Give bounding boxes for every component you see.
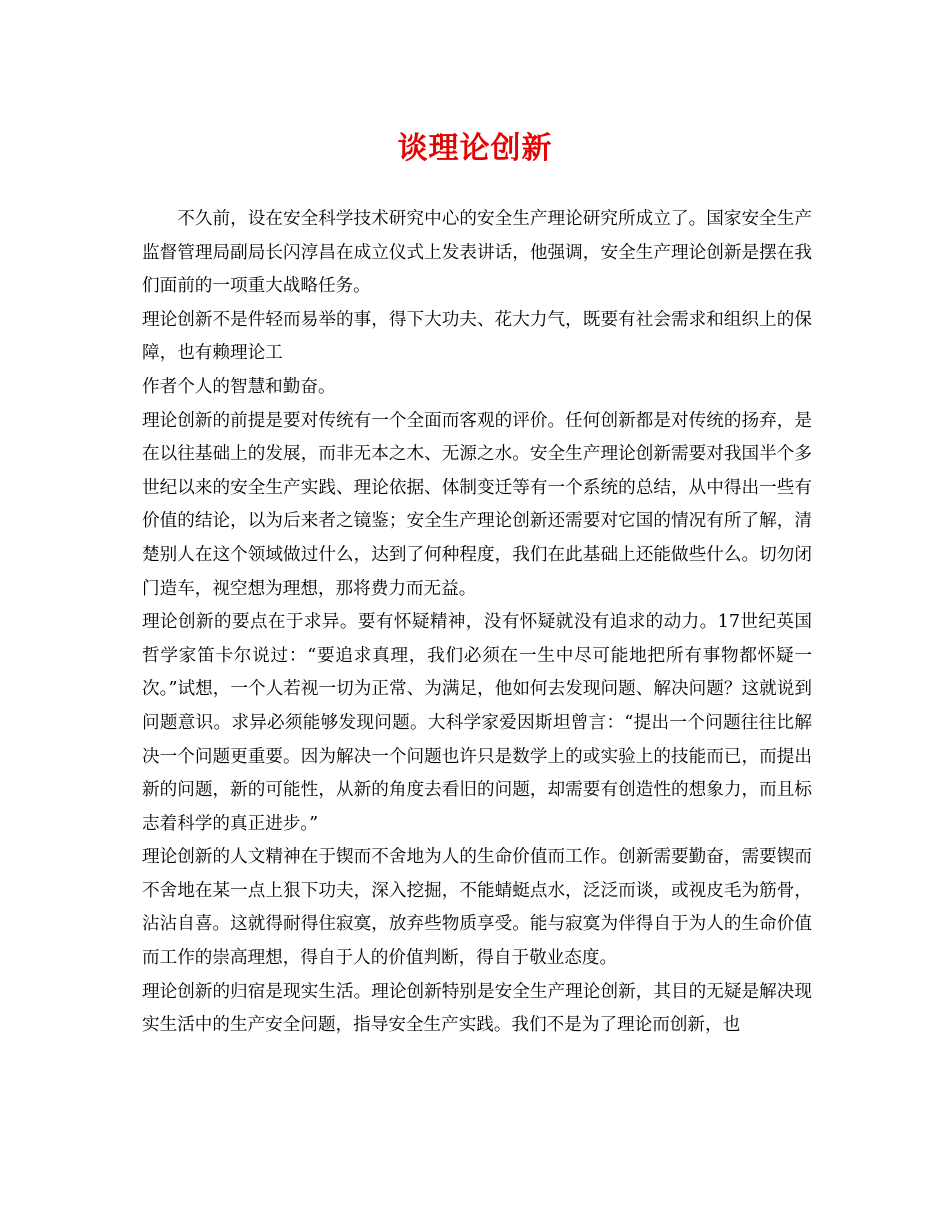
paragraph-6: 理论创新的人文精神在于锲而不舍地为人的生命价值而工作。创新需要勤奋，需要锲而不舍地在某一点上狠下功夫，深入挖掘，不能蜻蜓点水，泛泛而谈，或视皮毛为筋骨，沾沾自喜。这就得耐得住寂寞，放弃些物质享受。能与寂寞为伴得自于为人的生命价值而工作的崇高理想，得自于人的价值判断，得自于敬业态度。 [142,847,812,969]
paragraph-7: 理论创新的归宿是现实生活。理论创新特别是安全生产理论创新，其目的无疑是解决现实生活中的生产安全问题，指导安全生产实践。我们不是为了理论而创新，也 [142,981,812,1036]
paragraph-5: 理论创新的要点在于求异。要有怀疑精神，没有怀疑就没有追求的动力。17世纪英国哲学家笛卡尔说过：“要追求真理，我们必须在一生中尽可能地把所有事物都怀疑一次。”试想，一个人若视一切为正常、为满足，他如何去发现问题、解决问题？这就说到问题意识。求异必须能够发现问题。大科学家爱因斯坦曾言：“提出一个问题往往比解决一个问题更重要。因为解决一个问题也许只是数学上的或实验上的技能而已，而提出新的问题，新的可能性，从新的角度去看旧的问题，却需要有创造性的想象力，而且标志着科学的真正进步。” [142,612,812,834]
paragraph-1: 不久前，设在安全科学技术研究中心的安全生产理论研究所成立了。国家安全生产监督管理局副局长闪淳昌在成立仪式上发表讲话，他强调，安全生产理论创新是摆在我们面前的一项重大战略任务。 [142,209,812,297]
paragraph-3: 作者个人的智慧和勤奋。 [142,376,336,397]
paragraph-2: 理论创新不是件轻而易举的事，得下大功夫、花大力气，既要有社会需求和组织上的保障，也有赖理论工 [142,309,812,364]
document-title: 谈理论创新 [397,131,553,166]
document-body [142,203,812,1043]
paragraph-4: 理论创新的前提是要对传统有一个全面而客观的评价。任何创新都是对传统的扬弃，是在以往基础上的发展，而非无本之木、无源之水。安全生产理论创新需要对我国半个多世纪以来的安全生产实践、理论依据、体制变迁等有一个系统的总结，从中得出一些有价值的结论，以为后来者之镜鉴；安全生产理论创新还需要对它国的情况有所了解，清楚别人在这个领域做过什么，达到了何种程度，我们在此基础上还能做些什么。切勿闭门造车，视空想为理想，那将费力而无益。 [142,410,812,599]
